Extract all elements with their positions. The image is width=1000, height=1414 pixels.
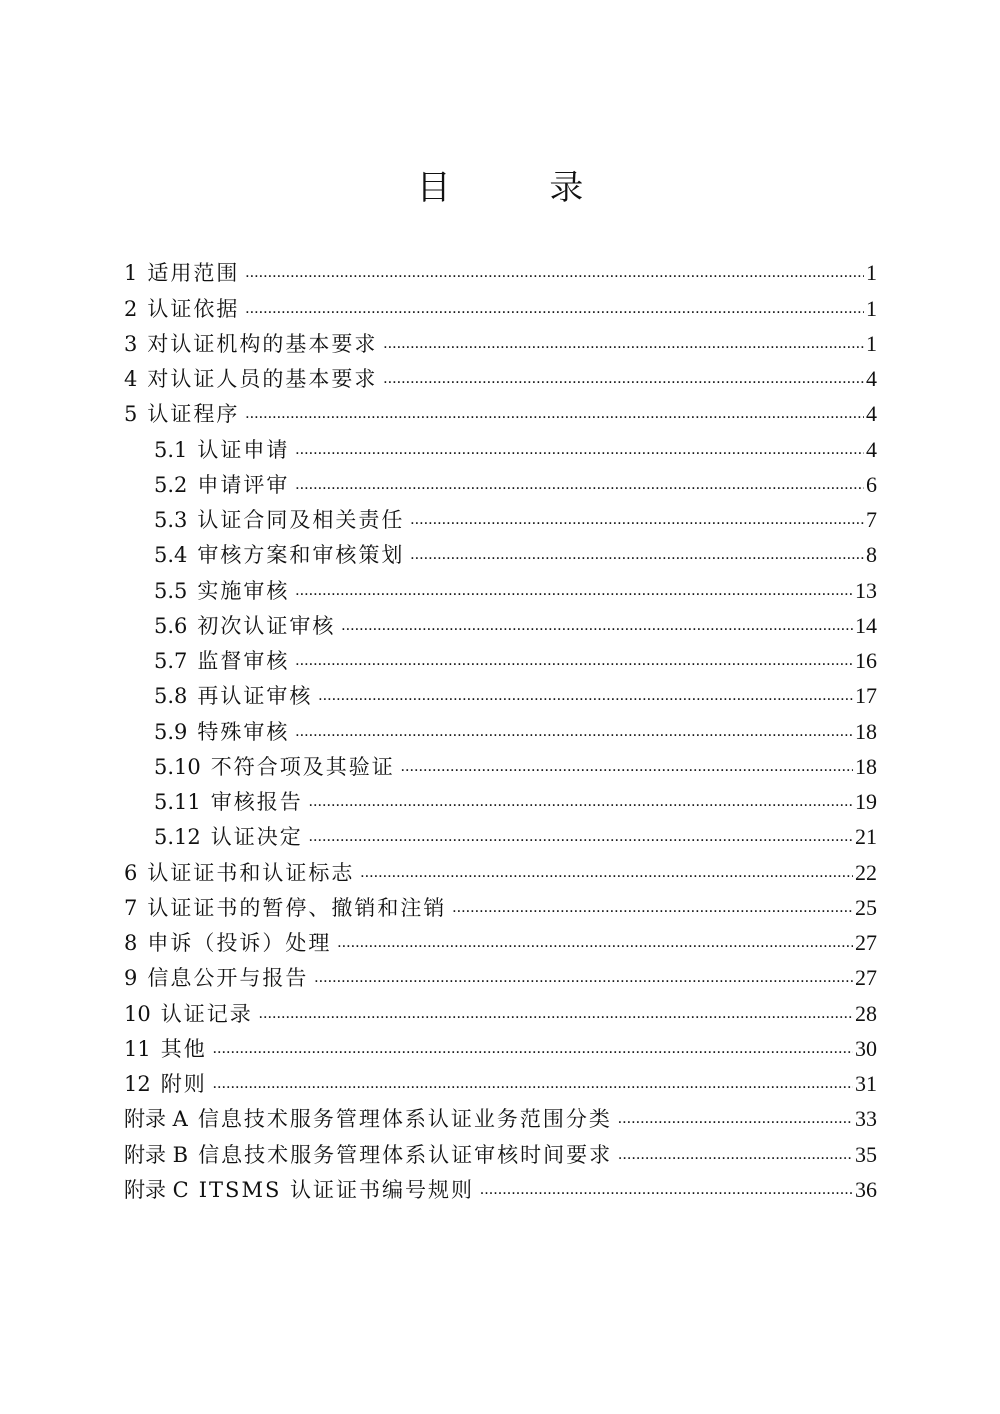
toc-leader-dots [295,582,853,600]
toc-leader-dots [259,1005,853,1023]
toc-entry[interactable] [124,673,877,708]
toc-entry-label [124,1107,612,1131]
toc-entry[interactable] [124,1061,877,1096]
toc-entry-label [154,755,395,779]
toc-entry-text: 信息公开与报告 [147,966,309,991]
toc-entry[interactable] [124,356,877,391]
toc-page-number: 14 [855,612,877,638]
toc-page-number: 35 [855,1141,877,1167]
toc-entry[interactable] [124,1096,877,1131]
toc-page-number: 31 [855,1071,877,1096]
toc-entry-text: 认证合同及相关责任 [197,508,405,532]
toc-entry-label [154,790,303,814]
toc-entry[interactable] [124,955,877,990]
toc-entry-label [154,579,289,603]
toc-entry-number: 5.9 [154,719,188,744]
toc-entry[interactable] [124,708,877,743]
toc-entry-text: 认证决定 [210,825,303,850]
toc-page-number: 21 [855,824,877,850]
toc-entry-text: 信息技术服务管理体系认证审核时间要求 [198,1142,613,1167]
toc-entry[interactable] [124,990,877,1025]
toc-leader-dots [309,793,853,811]
toc-leader-dots [295,723,853,741]
toc-entry-label [124,261,239,285]
toc-entry-number: 附录 C [124,1177,189,1202]
toc-entry-label [124,861,354,885]
toc-entry[interactable] [124,744,877,779]
toc-entry-number: 10 [124,1001,151,1026]
toc-entry-label [154,543,404,567]
toc-entry-number: 5.3 [154,508,188,532]
toc-entry-label [124,367,377,391]
toc-leader-dots [245,264,864,282]
toc-entry-number: 5.1 [154,437,188,462]
toc-entry-number: 8 [124,931,138,955]
toc-entry-number: 4 [124,367,138,391]
toc-page-number: 8 [866,542,877,568]
toc-page-number: 1 [866,260,877,286]
toc-leader-dots [452,899,853,917]
toc-entry[interactable] [124,391,877,426]
toc-entry[interactable] [124,532,877,567]
toc-entry[interactable] [124,1131,877,1166]
toc-page-number: 4 [866,436,877,462]
toc-entry[interactable] [124,849,877,884]
toc-entry-number: 5 [124,402,138,427]
toc-leader-dots [245,300,864,318]
toc-entry-text: 实施审核 [197,578,290,603]
toc-entry-label [154,825,303,849]
toc-leader-dots [410,546,864,564]
toc-entry-text: 审核方案和审核策划 [197,543,405,568]
toc-entry-text: 审核报告 [210,790,303,814]
toc-page-number: 7 [866,507,877,532]
toc-leader-dots [341,617,853,635]
toc-entry-label [124,1143,612,1167]
toc-entry[interactable] [124,250,877,285]
toc-entry[interactable] [124,779,877,814]
toc-entry-label [124,896,446,920]
toc-leader-dots [480,1181,853,1199]
toc-entry[interactable] [124,1026,877,1061]
toc-entry-text: 初次认证审核 [197,613,336,638]
toc-leader-dots [337,934,853,952]
toc-entry-text: 对认证人员的基本要求 [147,367,378,391]
toc-leader-dots [295,441,864,459]
toc-entry-label [124,1178,474,1202]
toc-entry-number: 5.2 [154,472,188,497]
toc-entry-text: 认证依据 [147,296,240,321]
toc-entry-label [154,473,289,497]
toc-entry-number: 11 [124,1036,151,1061]
toc-leader-dots [618,1146,853,1164]
toc-entry-text: 不符合项及其验证 [210,754,395,779]
toc-entry-text: 认证记录 [160,1001,253,1026]
table-of-contents [124,250,877,1202]
toc-page-number: 1 [866,330,877,356]
toc-entry-number: 3 [124,331,138,356]
toc-entry-number: 12 [124,1072,151,1096]
toc-entry-text: 再认证审核 [197,684,313,709]
toc-entry-number: 5.12 [154,825,201,850]
toc-entry-label [154,614,335,638]
toc-entry-number: 6 [124,860,138,885]
toc-entry-text: ITSMS 认证证书编号规则 [198,1177,475,1202]
toc-entry-text: 认证程序 [147,402,240,427]
toc-page-number: 25 [855,894,877,920]
toc-entry[interactable] [124,497,877,532]
toc-page-number: 36 [855,1176,877,1202]
toc-entry-text: 监督审核 [197,649,290,673]
toc-leader-dots [383,335,864,353]
toc-entry-label [154,438,289,462]
toc-entry[interactable] [124,321,877,356]
toc-entry[interactable] [124,426,877,461]
toc-leader-dots [383,370,864,388]
toc-entry-text: 对认证机构的基本要求 [147,331,378,356]
toc-entry-text: 申请评审 [197,472,290,497]
toc-entry-label [124,332,377,356]
toc-entry-number: 附录 A [124,1107,188,1132]
toc-leader-dots [410,511,864,529]
toc-entry-number: 2 [124,296,138,321]
toc-entry-label [124,402,239,426]
toc-leader-dots [318,687,853,705]
toc-entry-number: 5.5 [154,578,188,603]
toc-leader-dots [360,864,853,882]
toc-entry-text: 适用范围 [147,261,240,286]
toc-entry-label [124,931,331,955]
toc-page-number: 27 [855,965,877,991]
toc-leader-dots [314,969,853,987]
toc-entry-text: 信息技术服务管理体系认证业务范围分类 [197,1107,612,1132]
toc-entry-label [124,1072,207,1096]
toc-page-number: 19 [855,789,877,814]
toc-leader-dots [295,476,864,494]
toc-entry-number: 5.6 [154,613,188,638]
toc-entry[interactable] [124,603,877,638]
toc-entry-text: 认证证书和认证标志 [147,860,355,885]
toc-entry-text: 特殊审核 [197,719,290,744]
toc-entry[interactable] [124,885,877,920]
toc-entry[interactable] [124,814,877,849]
toc-entry[interactable] [124,285,877,320]
toc-leader-dots [213,1040,853,1058]
toc-entry-label [124,966,308,990]
toc-page-number: 4 [866,366,877,391]
toc-entry-number: 5.7 [154,649,188,673]
toc-entry-text: 申诉（投诉）处理 [147,931,332,955]
toc-page-number: 1 [866,295,877,321]
toc-entry-label [124,1002,253,1026]
page-title: 目 录 [416,168,628,208]
toc-entry[interactable] [124,1167,877,1202]
toc-entry-label [154,508,404,532]
toc-page-number: 27 [855,930,877,955]
toc-entry-number: 7 [124,895,138,920]
toc-entry[interactable] [124,567,877,602]
toc-leader-dots [213,1075,853,1093]
toc-entry[interactable] [124,920,877,955]
toc-entry-label [124,1037,207,1061]
toc-page-number: 28 [855,1000,877,1026]
toc-entry-text: 其他 [160,1036,207,1061]
toc-page-number: 17 [855,683,877,709]
toc-page-number: 16 [855,648,877,673]
toc-entry-label [154,649,289,673]
toc-entry[interactable] [124,638,877,673]
toc-entry-label [154,684,312,708]
toc-entry-text: 认证证书的暂停、撤销和注销 [147,895,447,920]
toc-leader-dots [309,828,853,846]
toc-entry-number: 9 [124,966,138,991]
toc-entry-label [124,297,239,321]
toc-entry-number: 1 [124,261,138,286]
toc-leader-dots [618,1110,853,1128]
toc-page-number: 4 [866,401,877,427]
toc-entry-number: 5.11 [154,790,201,814]
toc-entry[interactable] [124,462,877,497]
toc-entry-text: 附则 [160,1072,207,1096]
toc-entry-number: 5.4 [154,543,188,568]
toc-entry-number: 5.8 [154,684,188,709]
toc-leader-dots [295,652,853,670]
toc-entry-label [154,720,289,744]
toc-page-number: 18 [855,718,877,744]
toc-entry-text: 认证申请 [197,437,290,462]
toc-page-number: 30 [855,1035,877,1061]
toc-page-number: 33 [855,1106,877,1132]
toc-leader-dots [401,758,853,776]
toc-page-number: 6 [866,471,877,497]
toc-page-number: 13 [855,577,877,603]
toc-page-number: 22 [855,859,877,885]
toc-leader-dots [245,405,864,423]
toc-entry-number: 5.10 [154,754,201,779]
toc-entry-number: 附录 B [124,1142,189,1167]
toc-page-number: 18 [855,753,877,779]
